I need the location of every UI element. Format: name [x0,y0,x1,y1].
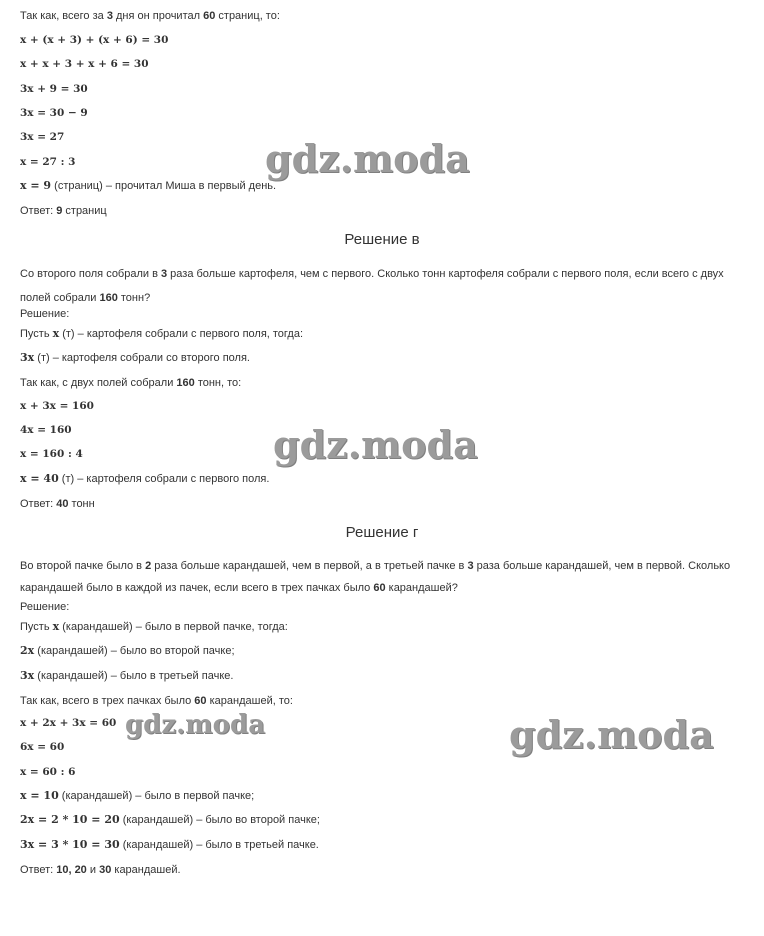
text-fragment: Во второй пачке было в [20,560,146,572]
text-fragment: (карандашей) – было во второй пачке; [119,814,320,826]
equation: x = 27 : 3 [20,156,76,168]
math-fragment: x = 10 [20,789,59,802]
math-fragment: 2x [20,644,35,657]
answer-label: Ответ: [20,205,57,217]
number: 60 [373,582,386,594]
text-fragment: Пусть [20,621,53,633]
answer-value: 30 [99,864,112,876]
text-fragment: Так как, с двух полей собрали [20,377,177,389]
equation: x + 2x + 3x = 60 [20,717,117,729]
equation: 6x = 60 [20,741,65,753]
equation: 3x + 9 = 30 [20,83,88,95]
math-fragment: 2x = 2 * 10 = 20 [20,813,120,826]
text-fragment: (т) – картофеля собрали с первого поля, тогда: [59,328,304,340]
text-fragment: карандашей? [385,582,458,594]
text-fragment: Так как, всего в трех пачках было [20,695,195,707]
math-fragment: 3x = 3 * 10 = 30 [20,838,120,851]
section-heading: Решение в [344,231,420,248]
equation: 4x = 160 [20,424,72,436]
watermark-logo: gdz.moda [265,136,470,181]
expression-line [20,351,250,365]
solution-label: Решение: [20,601,70,613]
math-fragment: x = 9 [20,179,52,192]
equation-result [20,838,319,852]
math-fragment: 3x [20,351,35,364]
answer [20,497,95,511]
text-fragment: тонн? [117,292,151,304]
text-fragment: (карандашей) – было во второй пачке; [34,645,235,657]
equation: x = 60 : 6 [20,766,76,778]
problem-statement [20,555,750,599]
equation: 3x = 27 [20,131,65,143]
text-fragment: тонн, то: [194,377,242,389]
equation-result [20,789,254,803]
expression-line [20,669,233,683]
math-fragment: 3x [20,669,35,682]
problem-statement [20,262,750,310]
math-fragment: x [52,620,60,633]
equation: x + (x + 3) + (x + 6) = 30 [20,34,169,46]
text-fragment: раза больше картофеля, чем с первого. Сколько тонн картофеля собрали с первого поля, если всего с двух полей собрали [20,268,724,304]
text-fragment: (т) – картофеля собрали со второго поля. [34,352,250,364]
text-fragment: карандашей, то: [206,695,293,707]
equation-result [20,179,276,193]
equation: x = 160 : 4 [20,448,83,460]
math-fragment: x [52,327,60,340]
text-fragment: тонн [68,498,95,510]
text-fragment: (карандашей) – было в первой пачке; [58,790,255,802]
equation-result [20,813,320,827]
let-statement [20,327,303,341]
equation-result [20,472,269,486]
watermark-logo: gdz.moda [273,422,478,467]
answer [20,863,181,877]
text-fragment: дня он прочитал [112,10,204,22]
answer-label: Ответ: [20,498,57,510]
text-fragment: (карандашей) – было в третьей пачке. [119,839,319,851]
since-statement [20,376,241,390]
number: 3 [467,560,474,572]
number: 3 [106,10,113,22]
text-fragment: страниц, то: [215,10,280,22]
text-fragment: раза больше карандашей, чем в первой. Сколько карандашей было в каждой из пачек, если всего в трех пачках было [20,560,731,594]
text-fragment: и [86,864,100,876]
text-fragment: (карандашей) – было в третьей пачке. [34,670,234,682]
number: 60 [194,695,207,707]
text-fragment: (страниц) – прочитал Миша в первый день. [51,180,277,192]
text-fragment: карандашей. [111,864,181,876]
text-fragment: (т) – картофеля собрали с первого поля. [58,473,270,485]
since-statement [20,694,293,708]
text-fragment: (карандашей) – было в первой пачке, тогда: [59,621,288,633]
number: 2 [145,560,152,572]
equation: x + 3x = 160 [20,400,94,412]
number: 160 [99,292,118,304]
watermark-logo: gdz.moda [509,712,714,757]
number: 60 [203,10,216,22]
section-heading: Решение г [345,524,419,541]
expression-line [20,644,235,658]
answer-value: 9 [56,205,63,217]
answer-value: 40 [56,498,69,510]
solution-label: Решение: [20,308,70,320]
since-statement [20,9,280,23]
text-fragment: Так как, всего за [20,10,107,22]
text-fragment: Со второго поля собрали в [20,268,161,280]
answer-value: 10, 20 [56,864,87,876]
text-fragment: Пусть [20,328,53,340]
let-statement [20,620,288,634]
number: 160 [176,377,195,389]
watermark-logo: gdz.moda [125,710,266,740]
answer-label: Ответ: [20,864,57,876]
text-fragment: раза больше карандашей, чем в первой, а в третьей пачке в [151,560,468,572]
text-fragment: страниц [62,205,107,217]
answer [20,204,107,218]
math-fragment: x = 40 [20,472,59,485]
equation: 3x = 30 − 9 [20,107,88,119]
number: 3 [161,268,168,280]
equation: x + x + 3 + x + 6 = 30 [20,58,149,70]
